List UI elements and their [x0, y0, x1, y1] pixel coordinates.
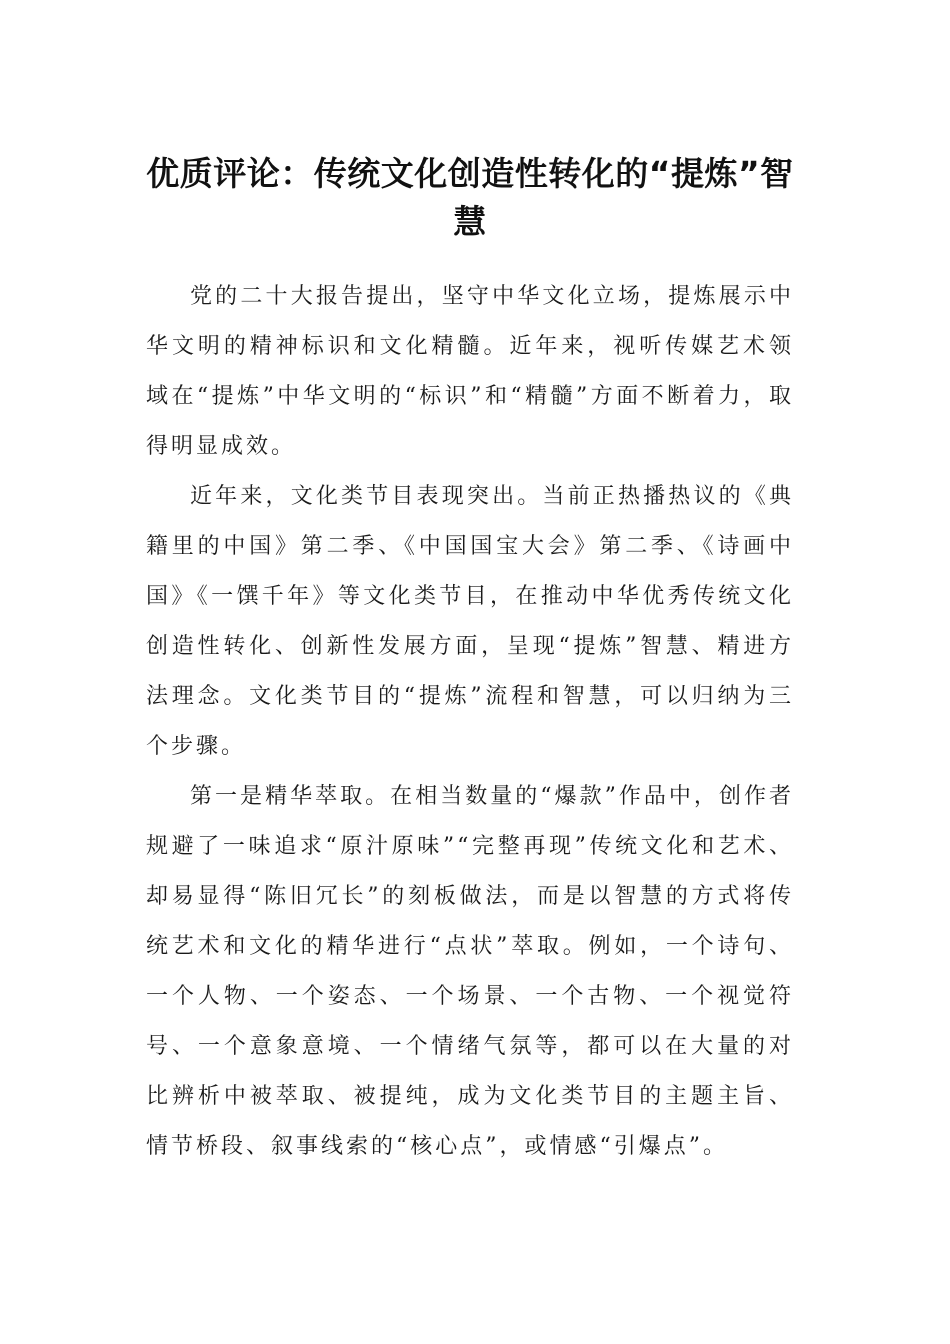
- document-page: [146, 150, 794, 1172]
- paragraph-1: 党的二十大报告提出，坚守中华文化立场，提炼展示中华文明的精神标识和文化精髓。近年来，视听传媒艺术领域在“提炼”中华文明的“标识”和“精髓”方面不断着力，取得明显成效。: [146, 284, 794, 459]
- document-title: 优质评论：传统文化创造性转化的“提炼”智慧: [146, 154, 794, 241]
- paragraph-2: 近年来，文化类节目表现突出。当前正热播热议的《典籍里的中国》第二季、《中国国宝大会》第二季、《诗画中国》《一馔千年》等文化类节目，在推动中华优秀传统文化创造性转化、创新性发展方面，呈现“提炼”智慧、精进方法理念。文化类节目的“提炼”流程和智慧，可以归纳为三个步骤。: [146, 484, 794, 759]
- paragraph-3: 第一是精华萃取。在相当数量的“爆款”作品中，创作者规避了一味追求“原汁原味”“完整再现”传统文化和艺术、却易显得“陈旧冗长”的刻板做法，而是以智慧的方式将传统艺术和文化的精华进行“点状”萃取。例如，一个诗句、一个人物、一个姿态、一个场景、一个古物、一个视觉符号、一个意象意境、一个情绪气氛等，都可以在大量的对比辨析中被萃取、被提纯，成为文化类节目的主题主旨、情节桥段、叙事线索的“核心点”，或情感“引爆点”。: [146, 784, 794, 1159]
- document-body: [146, 272, 794, 1172]
